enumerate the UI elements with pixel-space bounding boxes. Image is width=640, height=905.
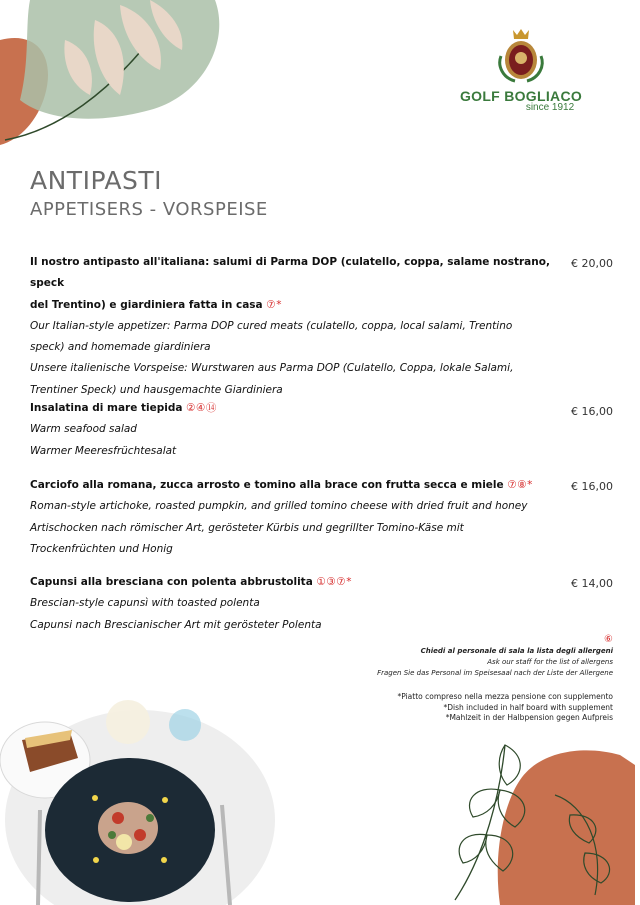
menu-item	[30, 252, 550, 401]
menu-item	[30, 475, 570, 560]
allergen-circle: ⑥	[604, 634, 613, 645]
dish-price: € 16,00	[571, 480, 613, 493]
dish-translation-de: Capunsi nach Brescianischer Art mit gerösteter Polenta	[30, 618, 322, 631]
crest-icon	[495, 26, 547, 84]
section-title: ANTIPASTI	[30, 166, 163, 195]
allergen-codes: ⑦	[266, 298, 277, 311]
dish-translation-de-cont: Trentiner Speck) und hausgemachte Giardiniera	[30, 383, 283, 396]
supplement-mark: *	[276, 298, 282, 311]
dish-name-cont	[30, 295, 550, 316]
dish-translation-en: Brescian-style capunsì with toasted polenta	[30, 597, 260, 610]
allergen-codes: ①③⑦	[316, 576, 347, 588]
dish-translation-de: Warmer Meeresfrüchtesalat	[30, 444, 177, 457]
dish-translation-en: Warm seafood salad	[30, 423, 137, 436]
dish-price: € 16,00	[571, 405, 613, 418]
allergen-codes: ⑦⑧	[507, 479, 528, 491]
dish-name-row	[30, 572, 550, 593]
dish-price: € 14,00	[571, 577, 613, 590]
dish-name-line-2: del Trentino) e giardiniera fatta in casa	[30, 298, 263, 311]
dish-translation-de-cont: Trockenfrüchten und Honig	[30, 542, 173, 555]
menu-item	[30, 572, 550, 636]
allergen-note	[293, 633, 613, 679]
logo	[456, 26, 586, 121]
food-photo	[0, 700, 290, 905]
dish-name: Il nostro antipasto all'italiana: salumi di Parma DOP (culatello, coppa, salame nostrano, speck	[30, 256, 550, 290]
allergen-note-de: Fragen Sie das Personal im Speisesaal nach der Liste der Allergene	[377, 669, 613, 677]
supplement-note	[293, 692, 613, 724]
dish-translation-en-cont: speck) and homemade giardiniera	[30, 341, 211, 354]
section-subtitle: APPETISERS - VORSPEISE	[30, 199, 268, 220]
dish-name: Capunsi alla bresciana con polenta abbrustolita	[30, 576, 313, 588]
brand-since: since 1912	[525, 102, 575, 113]
allergen-note-it: Chiedi al personale di sala la lista degli allergeni	[420, 647, 613, 655]
dish-translation-de: Artischocken nach römischer Art, gerösteter Kürbis und gegrillter Tomino-Käse mit	[30, 521, 464, 534]
supplement-note-de: *Mahlzeit in der Halbpension gegen Aufpreis	[445, 713, 613, 722]
dish-name: Carciofo alla romana, zucca arrosto e tomino alla brace con frutta secca e miele	[30, 479, 504, 491]
dish-price: € 20,00	[571, 257, 613, 270]
dish-translation-de: Unsere italienische Vorspeise: Wurstwaren aus Parma DOP (Culatello, Coppa, lokale Salami,	[30, 362, 514, 375]
dish-translation-en: Roman-style artichoke, roasted pumpkin, and grilled tomino cheese with dried fruit and honey	[30, 500, 528, 513]
menu-item	[30, 398, 550, 462]
dish-name-row	[30, 398, 550, 419]
allergen-note-en: Ask our staff for the list of allergens	[487, 658, 613, 666]
leaf-decoration-bottom-right	[445, 735, 640, 905]
dish-translation-en: Our Italian-style appetizer: Parma DOP cured meats (culatello, coppa, local salami, Trentino	[30, 319, 513, 332]
leaf-decoration-top-left	[0, 0, 230, 150]
allergen-codes: ②④⑭	[186, 402, 217, 414]
supplement-mark: *	[346, 576, 352, 588]
dish-name: Insalatina di mare tiepida	[30, 402, 183, 414]
brand-name: GOLF BOGLIACO	[459, 88, 583, 104]
supplement-mark: *	[527, 479, 533, 491]
supplement-note-en: *Dish included in half board with supplement	[443, 702, 613, 712]
supplement-note-it: *Piatto compreso nella mezza pensione con supplemento	[397, 692, 613, 701]
dish-name-row	[30, 475, 570, 496]
